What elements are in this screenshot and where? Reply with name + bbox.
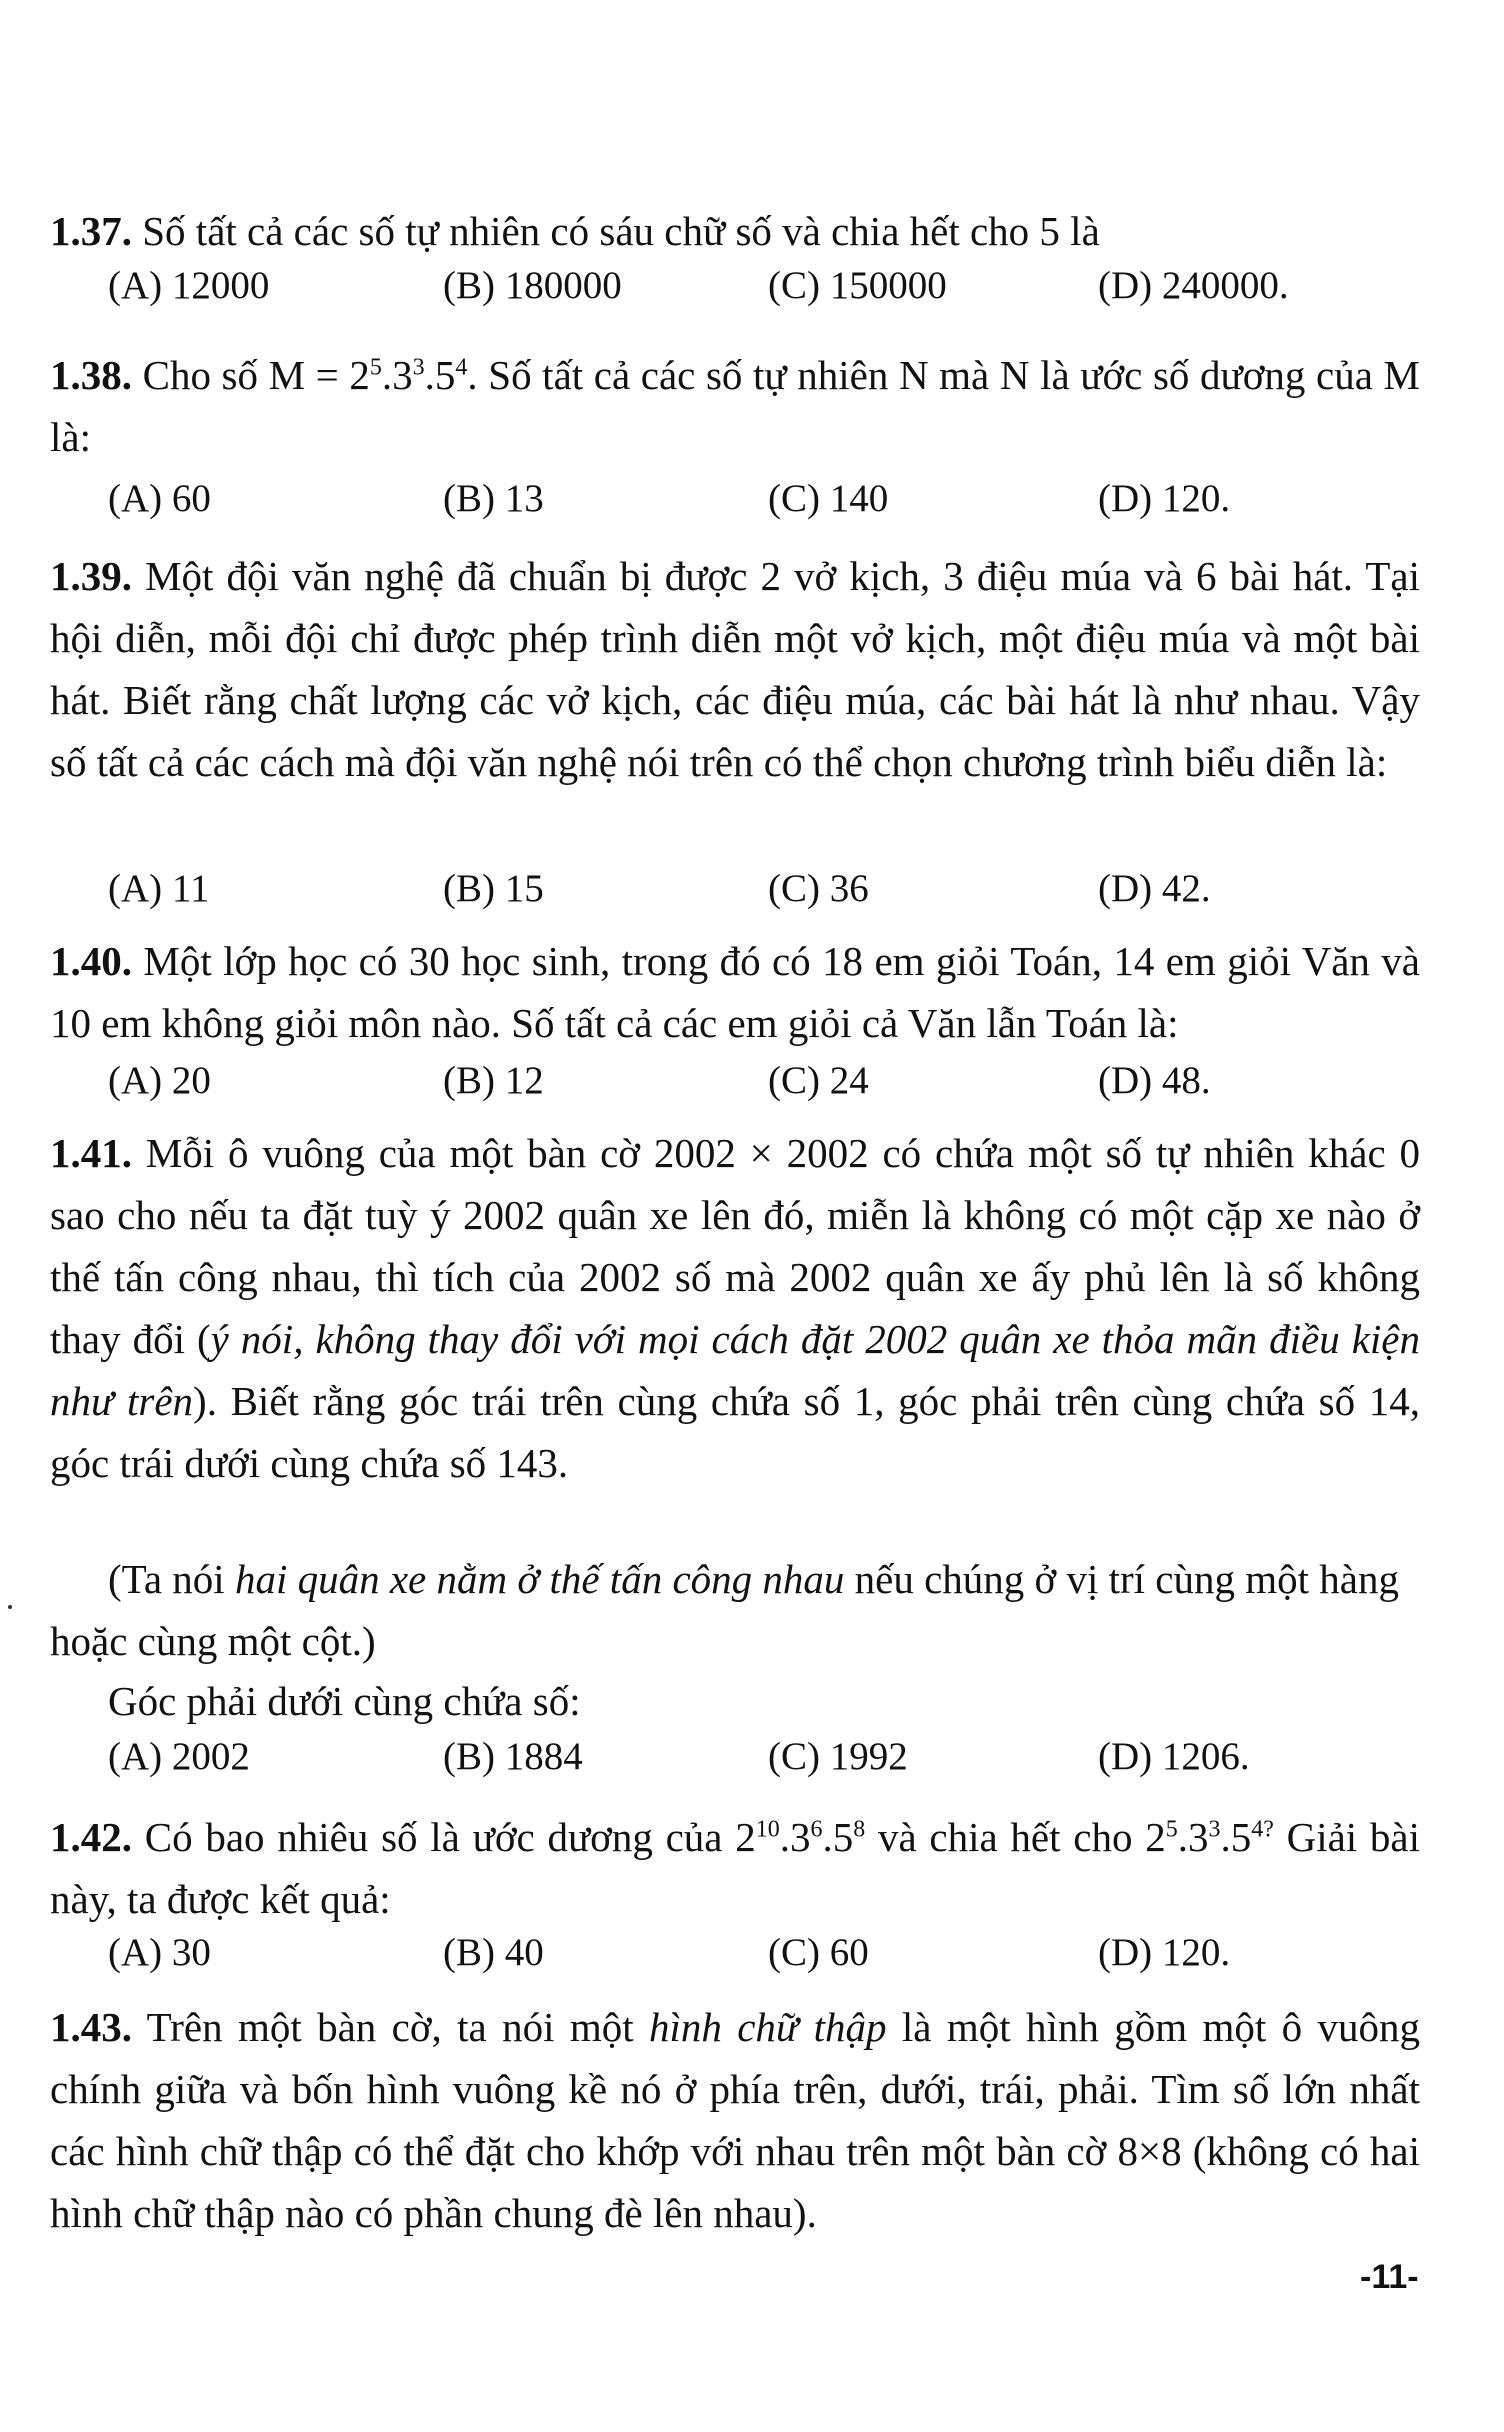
choice-c: (C) 60 — [768, 1931, 869, 1974]
exponent: 5 — [369, 354, 382, 381]
problem-number: 1.43. — [50, 2004, 132, 2050]
problem-number: 1.37. — [50, 208, 132, 254]
choice-d: (D) 1206. — [1098, 1735, 1250, 1778]
problem-1-40 — [50, 930, 1420, 1054]
choices-1-40 — [108, 1058, 1408, 1118]
choice-d: (D) 120. — [1098, 1931, 1231, 1974]
problem-number: 1.42. — [50, 1814, 132, 1860]
problem-text: .3 — [381, 352, 413, 398]
exponent: 10 — [755, 1816, 780, 1843]
problem-text: Một lớp học có 30 học sinh, trong đó có 18 em giỏi Toán, 14 em giỏi Văn và 10 em không giỏi môn nào. Số tất cả các em giỏi cả Văn lẫn Toán là: — [50, 938, 1421, 1046]
problem-1-39 — [50, 545, 1420, 793]
problem-text: .5 — [822, 1814, 854, 1860]
problem-text: Một đội văn nghệ đã chuẩn bị được 2 vở kịch, 3 điệu múa và 6 bài hát. Tại hội diễn, mỗi đội chỉ được phép trình diễn một vở kịch, một điệu múa và một bài hát. Biết rằng chất lượng các vở kịch, các điệu múa, các bài hát là như nhau. Vậy số tất cả các cách mà đội văn nghệ nói trên có thể chọn chương trình biểu diễn là: — [50, 553, 1421, 785]
choices-1-41 — [108, 1734, 1408, 1794]
choices-1-37 — [108, 263, 1408, 323]
page-number: -11- — [1360, 2258, 1419, 2296]
problem-1-41 — [50, 1122, 1420, 1494]
choice-b: (B) 40 — [443, 1931, 544, 1974]
problem-number: 1.39. — [50, 553, 132, 599]
choice-a: (A) 2002 — [108, 1735, 250, 1778]
problem-text: ). Biết rằng góc trái trên cùng chứa số 1, góc phải trên cùng chứa số 14, góc trái dưới cùng chứa số 143. — [50, 1378, 1420, 1486]
problem-number: 1.41. — [50, 1130, 132, 1176]
choice-d: (D) 240000. — [1098, 264, 1289, 307]
problem-1-38 — [50, 344, 1420, 468]
choice-c: (C) 1992 — [768, 1735, 908, 1778]
choice-a: (A) 60 — [108, 477, 211, 520]
problem-text: .5 — [424, 352, 456, 398]
exponent: 8 — [853, 1816, 866, 1843]
choice-d: (D) 48. — [1098, 1059, 1211, 1102]
exponent: 4? — [1251, 1816, 1274, 1843]
note-text: (Ta nói — [108, 1556, 235, 1602]
problem-text: là một hình gồm một ô vuông chính giữa và bốn hình vuông kề nó ở phía trên, dưới, trái, phải. Tìm số lớn nhất các hình chữ thập có thể đặt cho khớp với nhau trên một bàn cờ 8×8 (không có hai hình chữ thập nào có phần chung đè lên nhau). — [50, 2004, 1421, 2236]
exponent: 4 — [455, 354, 468, 381]
choice-c: (C) 24 — [768, 1059, 869, 1102]
exponent: 6 — [810, 1816, 823, 1843]
choice-b: (B) 1884 — [443, 1735, 583, 1778]
problem-number: 1.40. — [50, 938, 132, 984]
note-text-italic: hai quân xe nằm ở thế tấn công nhau — [234, 1556, 845, 1602]
problem-text: Mỗi ô vuông của một bàn cờ 2002 × 2002 có chứa một số tự nhiên khác 0 sao cho nếu ta đặt tuỳ ý 2002 quân xe lên đó, miễn là không có một cặp xe nào ở thế tấn công nhau, thì tích của 2002 số mà 2002 quân xe ấy phủ lên là số không thay đổi ( — [50, 1130, 1421, 1362]
choice-a: (A) 12000 — [108, 264, 270, 307]
problem-text-italic: ý nói, không thay đổi với mọi cách đặt 2002 quân xe thỏa mãn điều kiện như trên — [50, 1316, 1421, 1424]
choice-b: (B) 12 — [443, 1059, 544, 1102]
problem-note — [50, 1548, 1420, 1672]
choice-c: (C) 36 — [768, 867, 869, 910]
problem-1-37 — [50, 200, 1420, 262]
choices-1-39 — [108, 866, 1408, 926]
choice-d: (D) 120. — [1098, 477, 1231, 520]
choice-b: (B) 15 — [443, 867, 544, 910]
choice-c: (C) 150000 — [768, 264, 947, 307]
problem-1-42 — [50, 1806, 1420, 1930]
problem-1-43 — [50, 1996, 1420, 2244]
problem-text: . Số tất cả các số tự nhiên N mà N là ước số dương của M là: — [50, 352, 1420, 460]
problem-text: .3 — [1177, 1814, 1209, 1860]
choices-1-38 — [108, 476, 1408, 536]
choice-b: (B) 13 — [443, 477, 544, 520]
problem-text: Số tất cả các số tự nhiên có sáu chữ số và chia hết cho 5 là — [142, 208, 1100, 254]
choices-1-42 — [108, 1930, 1408, 1990]
problem-text: Trên một bàn cờ, ta nói một — [146, 2004, 649, 2050]
choice-d: (D) 42. — [1098, 867, 1211, 910]
problem-text: Cho số M = 2 — [142, 352, 370, 398]
choice-c: (C) 140 — [768, 477, 889, 520]
problem-question: Góc phải dưới cùng chứa số: — [108, 1678, 581, 1724]
exponent: 3 — [1208, 1816, 1221, 1843]
problem-number: 1.38. — [50, 352, 132, 398]
note-text: nếu chúng ở vị trí cùng một hàng hoặc cùng một cột.) — [50, 1556, 1399, 1664]
choice-a: (A) 30 — [108, 1931, 211, 1974]
problem-text-italic: hình chữ thập — [648, 2004, 887, 2050]
problem-text: .3 — [779, 1814, 811, 1860]
scan-speck — [8, 1605, 12, 1609]
choice-b: (B) 180000 — [443, 264, 622, 307]
choice-a: (A) 11 — [108, 867, 210, 910]
problem-text: Có bao nhiêu số là ước dương của 2 — [144, 1814, 756, 1860]
choice-a: (A) 20 — [108, 1059, 211, 1102]
problem-text: và chia hết cho 2 — [865, 1814, 1166, 1860]
problem-text: Giải bài này, ta được kết quả: — [50, 1814, 1421, 1922]
exponent: 5 — [1165, 1816, 1178, 1843]
exponent: 3 — [412, 354, 425, 381]
problem-text: .5 — [1220, 1814, 1252, 1860]
